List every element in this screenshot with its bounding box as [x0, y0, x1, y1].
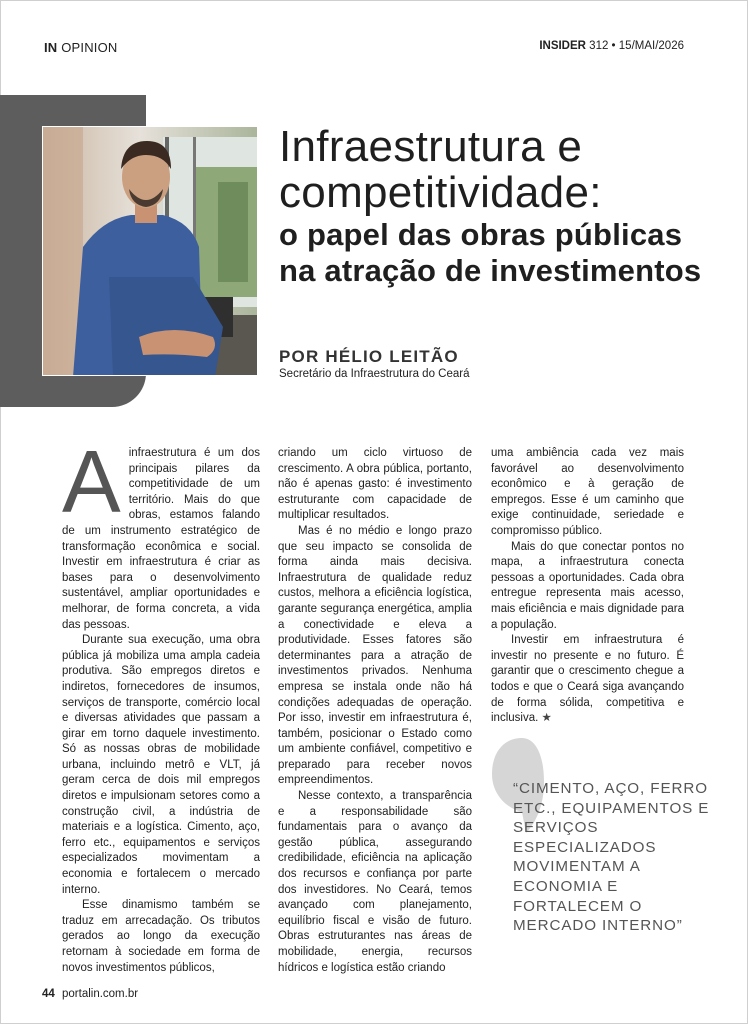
paragraph: Durante sua execução, uma obra pública já mobiliza uma ampla cadeia produtiva. São empregos diretos e indiretos, fornecedores de insumos, serviços de transporte, comércio local e diversas atividades que passam a girar em torno daquele investimento. Só as nossas obras de mobilidade urbana, incluindo metrô e VLT, já geram cerca de dois mil empregos diretos e impulsionam setores como a construção civil, a indústria de materiais e a logística. Cimento, aço, ferro etc., equipamentos e serviços especializados movimentam a economia e fortalecem o mercado interno.	[62, 634, 260, 896]
section-brand: IN	[44, 40, 58, 55]
paragraph: Ainfraestrutura é um dos principais pilares da competitividade de um território. Mais do que obras, estamos falando de um instrumento estratégico de transformação econômica e social. Investir em infraestrutura é criar as bases para o desenvolvimento sustentável, ampliar oportunidades e melhorar, de forma concreta, a vida das pessoas.	[62, 432, 260, 631]
article-title: Infraestrutura e competitividade:	[279, 122, 602, 217]
text-column-1	[62, 432, 260, 976]
end-mark-icon: ★	[541, 712, 552, 725]
paragraph: Mas é no médio e longo prazo que seu impacto se consolida de forma ainda mais decisiva. Infraestrutura de qualidade reduz custos, melhora a eficiência logística, garante segurança energética, amplia a conectividade e eleva a produtividade. Esses fatores são determinantes para a atração de investimentos privados. Nenhuma empresa se instala onde não há condições adequadas de operação. Por isso, investir em infraestrutura é, também, posicionar o Estado como um ambiente confiável, competitivo e preparado para receber novos empreendimentos.	[278, 524, 472, 787]
paragraph: Mais do que conectar pontos no mapa, a infraestrutura conecta pessoas a oportunidades. Cada obra entregue representa mais acesso, mais eficiência e mais dignidade para a população.	[491, 540, 684, 631]
text-column-2	[278, 446, 472, 976]
site-link[interactable]: portalin.com.br	[62, 988, 139, 1000]
page-footer	[42, 988, 138, 1000]
paragraph: Nesse contexto, a transparência e a responsabilidade são fundamentais para o avanço da gestão pública, assegurando credibilidade, eficiência na aplicação dos recursos e confiança por parte dos investidores. No Ceará, temos avançado com planejamento, equilíbrio fiscal e visão de futuro. Obras estruturantes nas áreas de mobilidade, energia, recursos hídricos e logística estão criando	[278, 790, 472, 974]
issue-header	[539, 40, 684, 52]
pull-quote: “CIMENTO, AÇO, FERRO ETC., EQUIPAMENTOS E SERVIÇOS ESPECIALIZADOS MOVIMENTAM A ECONOMIA E FORTALECEM O MERCADO INTERNO”	[513, 780, 710, 935]
section-name: OPINION	[61, 40, 118, 55]
page-number: 44	[42, 988, 55, 1000]
drop-cap: A	[62, 432, 121, 531]
author-photo	[42, 126, 258, 376]
paragraph: Esse dinamismo também se traduz em arrecadação. Os tributos gerados ao longo da execução retornam à sociedade em forma de novos investimentos públicos,	[62, 899, 260, 974]
author-role: Secretário da Infraestrutura do Ceará	[279, 368, 470, 380]
paragraph: uma ambiência cada vez mais favorável ao desenvolvimento econômico e à geração de empregos. Esse é um caminho que exige continuidade, seriedade e compromisso público.	[491, 447, 684, 537]
text-column-3	[491, 446, 684, 727]
author-byline: POR HÉLIO LEITÃO	[279, 347, 459, 366]
paragraph: criando um ciclo virtuoso de crescimento. A obra pública, portanto, não é apenas gasto: é investimento estruturante com capacidade de multiplicar resultados.	[278, 447, 472, 522]
paragraph: Investir em infraestrutura é investir no presente e no futuro. É garantir que o crescimento chegue a todos e que o Ceará siga avançando de forma sólida, competitiva e inclusiva. ★	[491, 634, 684, 725]
section-label	[44, 40, 118, 55]
magazine-name: INSIDER	[539, 40, 586, 52]
article-subtitle: o papel das obras públicas na atração de investimentos	[279, 217, 702, 288]
issue-info: 312 • 15/MAI/2026	[589, 40, 684, 52]
